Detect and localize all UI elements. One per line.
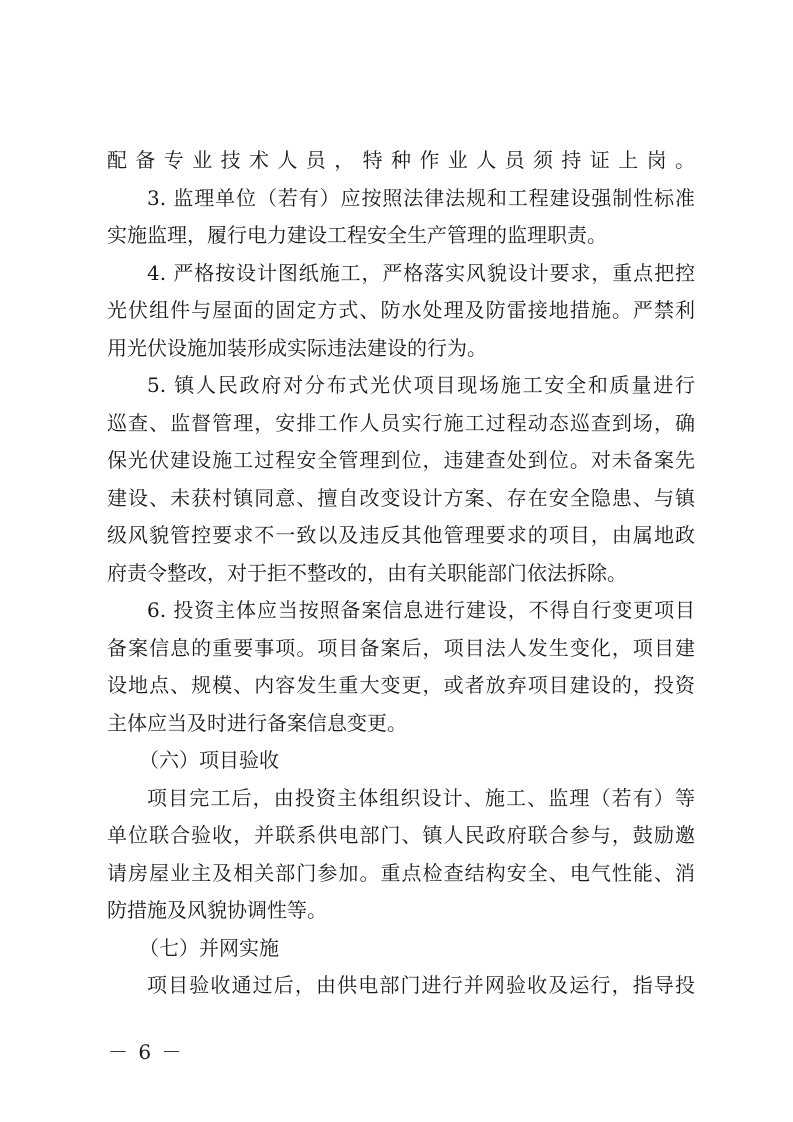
text-line: 5. 镇人民政府对分布式光伏项目现场施工安全和质量进行 xyxy=(147,373,695,397)
section-heading: （六）项目验收 xyxy=(139,748,279,772)
text-line: 保光伏建设施工过程安全管理到位，违建查处到位。对未备案先 xyxy=(107,448,695,472)
text-line: 备案信息的重要事项。项目备案后，项目法人发生变化，项目建 xyxy=(107,635,695,660)
text-line: 6. 投资主体应当按照备案信息进行建设，不得自行变更项目 xyxy=(147,598,695,622)
text-line: 项目验收通过后，由供电部门进行并网验收及运行，指导投 xyxy=(147,973,695,997)
text-line: 主体应当及时进行备案信息变更。 xyxy=(107,710,407,735)
text-line: 4. 严格按设计图纸施工，严格落实风貌设计要求，重点把控 xyxy=(147,260,695,285)
text-line: 级风貌管控要求不一致以及违反其他管理要求的项目，由属地政 xyxy=(107,523,695,547)
text-line: 3. 监理单位（若有）应按照法律法规和工程建设强制性标准 xyxy=(147,185,695,210)
text-line: 项目完工后，由投资主体组织设计、施工、监理（若有）等 xyxy=(147,785,695,810)
text-line: 巡查、监督管理，安排工作人员实行施工过程动态巡查到场，确 xyxy=(107,410,695,435)
text-line: 单位联合验收，并联系供电部门、镇人民政府联合参与，鼓励邀 xyxy=(107,823,695,847)
text-line: 用光伏设施加装形成实际违法建设的行为。 xyxy=(107,335,487,360)
text-line: 光伏组件与屋面的固定方式、防水处理及防雷接地措施。严禁利 xyxy=(107,298,695,322)
text-line: 府责令整改，对于拒不整改的，由有关职能部门依法拆除。 xyxy=(107,560,627,585)
text-line: 建设、未获村镇同意、擅自改变设计方案、存在安全隐患、与镇 xyxy=(107,485,695,510)
text-line: 实施监理，履行电力建设工程安全生产管理的监理职责。 xyxy=(107,223,607,247)
body-text xyxy=(107,142,695,1005)
text-line: 防措施及风貌协调性等。 xyxy=(107,898,327,922)
text-line: 设地点、规模、内容发生重大变更，或者放弃项目建设的，投资 xyxy=(107,673,695,697)
section-heading: （七）并网实施 xyxy=(139,935,279,960)
text-line: 配备专业技术人员，特种作业人员须持证上岗。 xyxy=(107,148,695,172)
page-number: － 6 － xyxy=(108,1040,184,1064)
text-line: 请房屋业主及相关部门参加。重点检查结构安全、电气性能、消 xyxy=(107,860,695,885)
